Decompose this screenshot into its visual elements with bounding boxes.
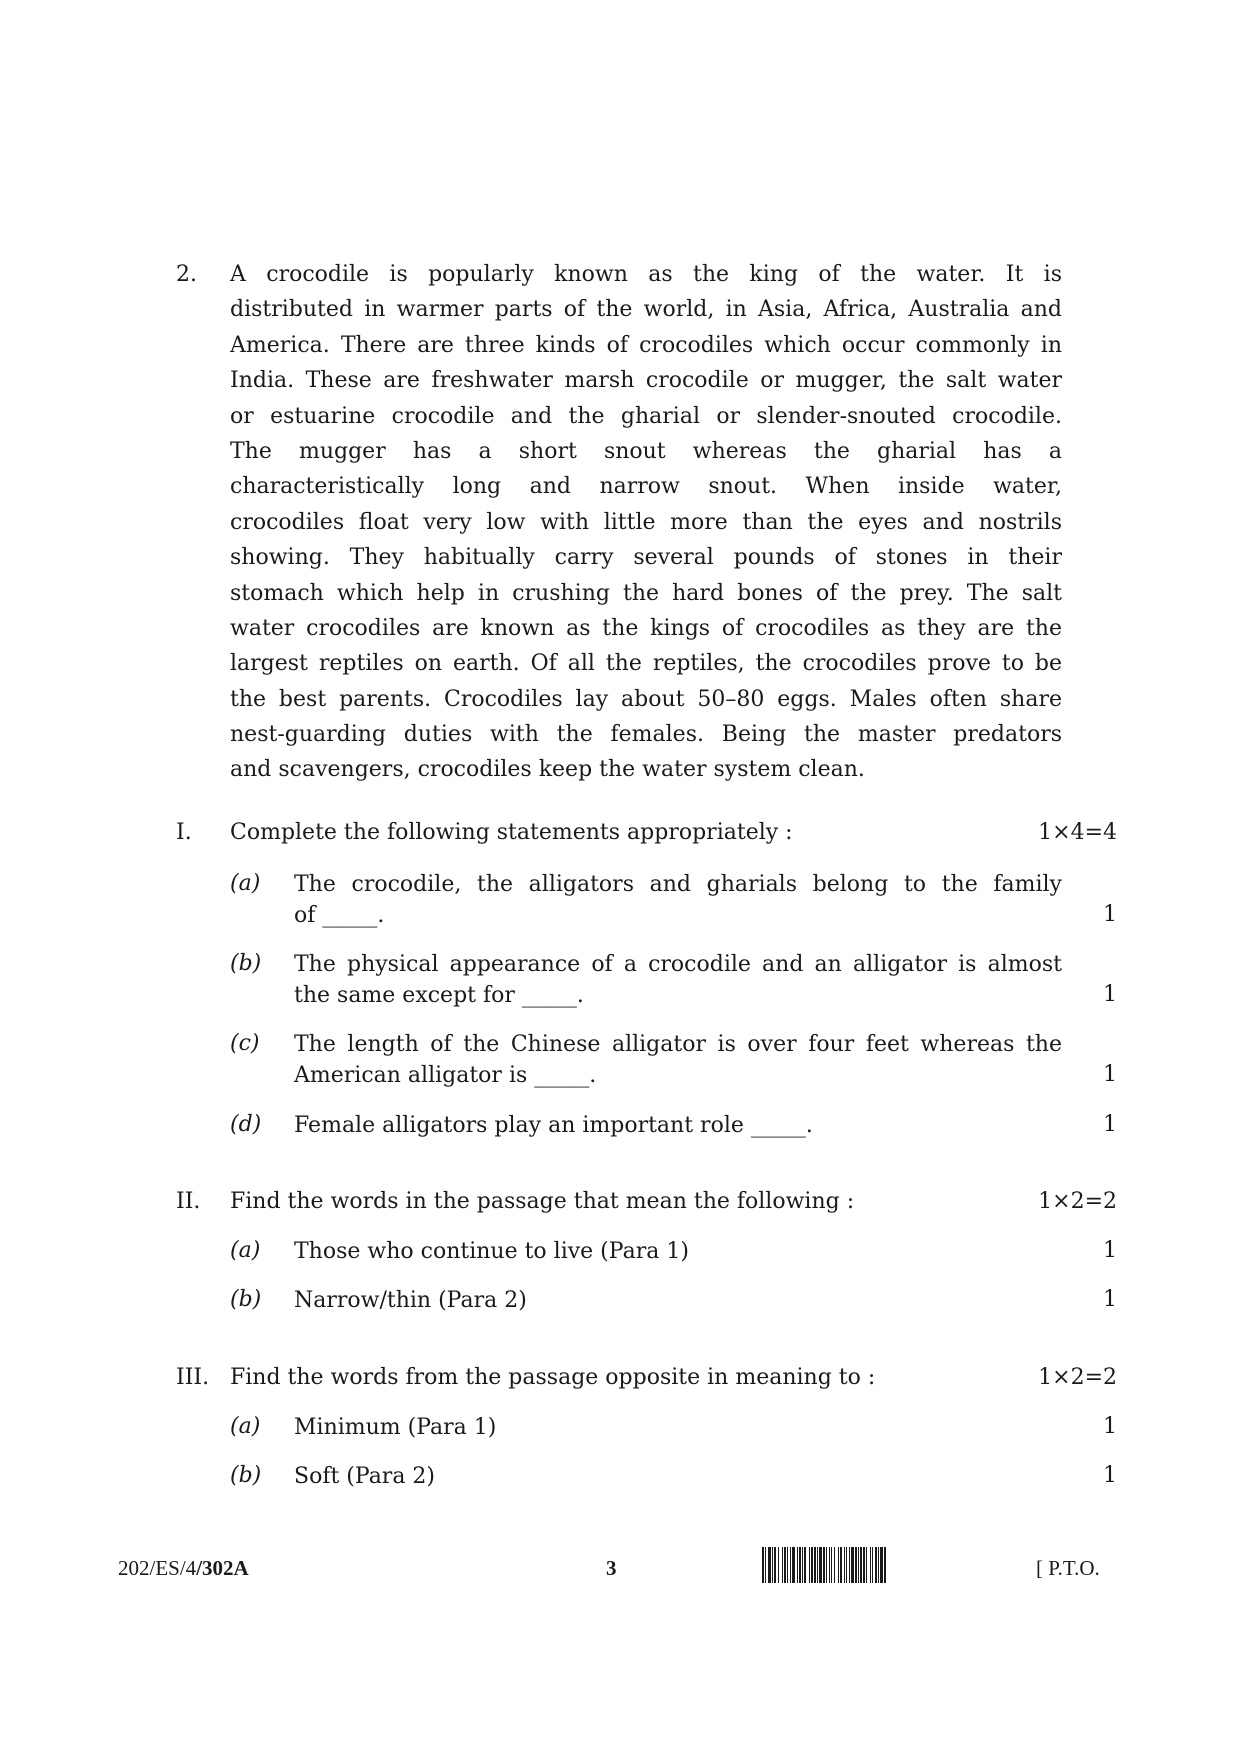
- section-number: II.: [176, 1189, 201, 1214]
- barcode-icon: [762, 1547, 1018, 1583]
- item-mark: 1: [1103, 1463, 1117, 1488]
- passage-line: The mugger has a short snout whereas the gharial has a: [230, 438, 1062, 464]
- paper-code-bold: /302A: [196, 1556, 249, 1580]
- section-marks: 1×2=2: [1038, 1189, 1117, 1214]
- item-line: The crocodile, the alligators and gharials belong to the family: [294, 872, 1062, 897]
- item-mark: 1: [1103, 1062, 1117, 1087]
- item-line: Those who continue to live (Para 1): [294, 1239, 689, 1264]
- passage-line: or estuarine crocodile and the gharial or slender-snouted crocodile.: [230, 403, 1062, 429]
- question-number: 2.: [176, 262, 197, 287]
- item-label: (b): [230, 1463, 262, 1488]
- item-line: Soft (Para 2): [294, 1464, 436, 1489]
- item-label: (b): [230, 951, 262, 976]
- paper-code: [118, 1553, 249, 1583]
- item-mark: 1: [1103, 982, 1117, 1007]
- section-marks: 1×4=4: [1038, 820, 1117, 845]
- passage-line: A crocodile is popularly known as the king of the water. It is: [230, 262, 1062, 287]
- item-text: [294, 1029, 1062, 1091]
- item-line: Female alligators play an important role _____.: [294, 1113, 813, 1138]
- section-number: III.: [176, 1365, 210, 1390]
- item-label: (a): [230, 871, 261, 896]
- item-label: (c): [230, 1031, 260, 1056]
- item-mark: 1: [1103, 902, 1117, 927]
- item-line: of _____.: [294, 903, 385, 928]
- item-line: The length of the Chinese alligator is over four feet whereas the: [294, 1032, 1062, 1057]
- passage-line: nest-guarding duties with the females. Being the master predators: [230, 722, 1062, 748]
- passage-line: the best parents. Crocodiles lay about 50–80 eggs. Males often share: [230, 686, 1062, 712]
- item-text: [294, 869, 1062, 931]
- section-instruction: Find the words in the passage that mean the following :: [230, 1189, 855, 1214]
- item-mark: 1: [1103, 1414, 1117, 1439]
- item-line: Minimum (Para 1): [294, 1415, 497, 1440]
- item-text: [294, 1461, 1062, 1492]
- item-text: [294, 949, 1062, 1011]
- item-text: [294, 1285, 1062, 1316]
- passage-line: stomach which help in crushing the hard bones of the prey. The salt: [230, 580, 1062, 606]
- passage-line: showing. They habitually carry several pounds of stones in their: [230, 545, 1062, 571]
- passage-line: crocodiles float very low with little more than the eyes and nostrils: [230, 509, 1062, 535]
- item-line: American alligator is _____.: [294, 1063, 597, 1088]
- passage-line: America. There are three kinds of crocodiles which occur commonly in: [230, 332, 1062, 358]
- item-text: [294, 1236, 1062, 1267]
- item-text: [294, 1412, 1062, 1443]
- item-mark: 1: [1103, 1238, 1117, 1263]
- page-number: 3: [606, 1556, 617, 1580]
- item-line: the same except for _____.: [294, 983, 584, 1008]
- passage-line: distributed in warmer parts of the world, in Asia, Africa, Australia and: [230, 297, 1062, 323]
- section-marks: 1×2=2: [1038, 1365, 1117, 1390]
- passage-line: largest reptiles on earth. Of all the reptiles, the crocodiles prove to be: [230, 651, 1062, 677]
- item-line: Narrow/thin (Para 2): [294, 1288, 527, 1313]
- item-label: (a): [230, 1238, 261, 1263]
- item-text: [294, 1110, 1062, 1141]
- item-label: (b): [230, 1287, 262, 1312]
- passage-line: water crocodiles are known as the kings of crocodiles as they are the: [230, 615, 1062, 641]
- pto-label: [ P.T.O.: [1036, 1556, 1100, 1580]
- section-instruction: Find the words from the passage opposite in meaning to :: [230, 1365, 876, 1390]
- section-number: I.: [176, 820, 192, 845]
- item-label: (d): [230, 1112, 262, 1137]
- passage: [230, 257, 1062, 788]
- passage-line: and scavengers, crocodiles keep the water system clean.: [230, 757, 865, 783]
- section-instruction: Complete the following statements appropriately :: [230, 820, 793, 845]
- passage-line: characteristically long and narrow snout. When inside water,: [230, 474, 1062, 500]
- item-line: The physical appearance of a crocodile and an alligator is almost: [294, 952, 1062, 977]
- item-label: (a): [230, 1414, 261, 1439]
- passage-line: India. These are freshwater marsh crocodile or mugger, the salt water: [230, 368, 1062, 394]
- item-mark: 1: [1103, 1287, 1117, 1312]
- paper-code-prefix: 202/ES/4: [118, 1556, 197, 1580]
- item-mark: 1: [1103, 1112, 1117, 1137]
